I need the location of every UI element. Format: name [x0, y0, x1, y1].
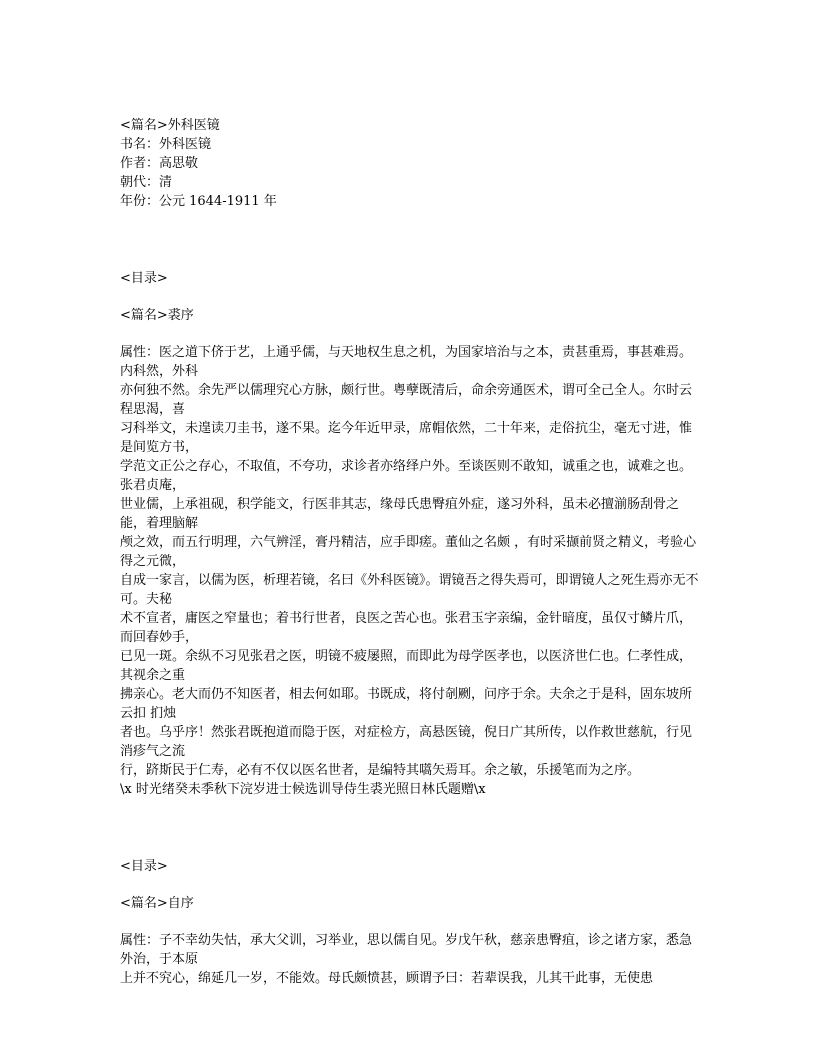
section-preface-self [120, 857, 700, 988]
chapter-tag: <篇名>外科医镜 [120, 118, 220, 133]
section-chapter-tag: <篇名>自序 [120, 896, 194, 911]
document-page [120, 116, 700, 988]
book-header [120, 116, 700, 211]
text-line: 属性：子不幸幼失怙，承大父训，习举业，思以儒自见。岁戊午秋，慈亲患臀疽，诊之诸方家，悉急外治，于本原 [120, 933, 693, 967]
text-line: 已见一斑。余纵不习见张君之医，明镜不疲屡照，而即此为母学医孝也，以医济世仁也。仁孝性成，其视余之重 [120, 649, 693, 683]
section-chapter-tag: <篇名>裘序 [120, 308, 194, 323]
text-line: 上并不究心，绵延几一岁，不能效。母氏颇愤甚，顾谓予曰：若辈误我，儿其干此事，无使患 [120, 971, 654, 986]
year: 年份：公元 1644-1911 年 [120, 194, 277, 209]
section-body [120, 343, 700, 799]
text-line: 行，跻斯民于仁寿，必有不仅以医名世者，是编特其嚆矢焉耳。余之敏，乐援笔而为之序。 [120, 763, 641, 778]
book-title: 书名：外科医镜 [120, 137, 212, 152]
text-line: 学范文正公之存心，不取值，不夸功，求诊者亦络绎户外。至谈医则不敢知，诚重之也，诚难之也。张君贞庵， [120, 459, 693, 493]
text-line: 拂亲心。老大而仍不知医者，相去何如耶。书既成，将付剞劂，问序于余。夫余之于是科，固东坡所云扣 扪烛 [120, 687, 693, 721]
text-line: 属性：医之道下侪于艺，上通乎儒，与天地权生息之机，为国家培治与之本，责甚重焉，事甚难焉。内科然，外科 [120, 345, 693, 379]
text-line: 世业儒，上承祖砚，积学能文，行医非其志，缘母氏患臀疽外症，遂习外科，虽未必擅湔肠刮骨之能，着理脑解 [120, 497, 680, 531]
section-preface-qiu [120, 269, 700, 799]
toc-tag: <目录> [120, 859, 168, 874]
signature-line: \x 时光绪癸未季秋下浣岁进士候选训导侍生裘光照日林氏题赠\x [120, 782, 486, 797]
text-line: 术不宣者，庸医之窄量也；着书行世者，良医之苦心也。张君玉字亲编，金针暗度，虽仅寸鳞片爪，而回春妙手， [120, 611, 693, 645]
text-line: 颅之效，而五行明理，六气辨淫，膏丹精洁，应手即瘥。董仙之名颇 ，有时采撷前贤之精义，考验心得之元微， [120, 535, 697, 569]
section-body [120, 931, 700, 988]
author: 作者：高思敬 [120, 156, 199, 171]
dynasty: 朝代：清 [120, 175, 173, 190]
toc-tag: <目录> [120, 271, 168, 286]
text-line: 自成一家言，以儒为医，析理若镜，名曰《外科医镜》。谓镜吾之得失焉可，即谓镜人之死生焉亦无不可。夫秘 [120, 573, 699, 607]
text-line: 亦何独不然。余先严以儒理究心方脉，颇行世。粤孽既清后，命余旁通医术，谓可全己全人。尔时云程思渴，喜 [120, 383, 693, 417]
text-line: 习科举文，未遑读刀圭书，遂不果。迄今年近甲录，席帽依然，二十年来，走俗抗尘，毫无寸进，惟是间览方书， [120, 421, 693, 455]
text-line: 者也。乌乎序！然张君既抱道而隐于医，对症检方，高悬医镜，倪日广其所传，以作救世慈航，行见消疹气之流 [120, 725, 693, 759]
